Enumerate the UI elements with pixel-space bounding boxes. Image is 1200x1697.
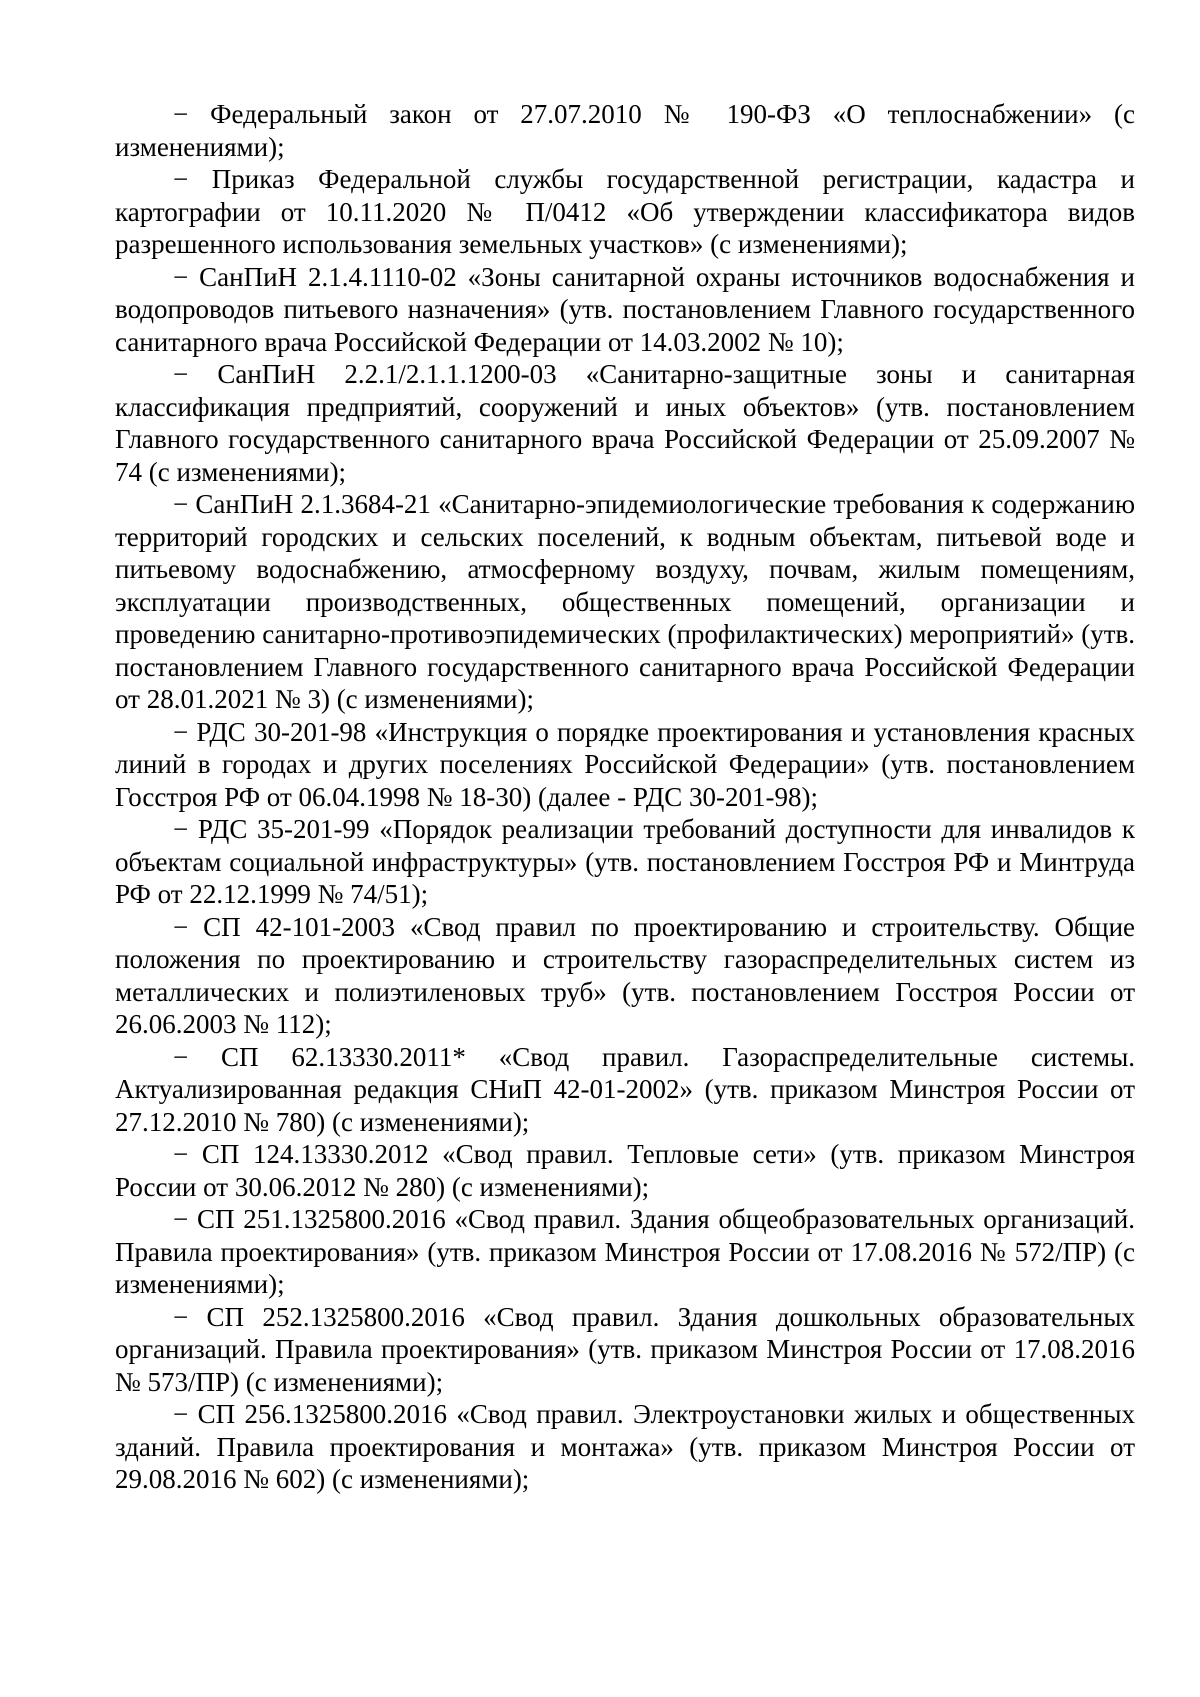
list-item: − РДС 30-201-98 «Инструкция о порядке проектирования и установления красных линий в городах и других поселениях Российской Федерации» (утв. постановлением Госстроя РФ от 06.04.1998 № 18-30) (далее - РДС 30-201-98); xyxy=(115,716,1135,812)
list-item: − РДС 35-201-99 «Порядок реализации требований доступности для инвалидов к объектам социальной инфраструктуры» (утв. постановлением Госстроя РФ и Минтруда РФ от 22.12.1999 № 74/51); xyxy=(115,814,1135,909)
list-item: − Приказ Федеральной службы государственной регистрации, кадастра и картографии от 10.11.2020 № П/0412 «Об утверждении классификатора видов разрешенного использования земельных участков» (с изменениями); xyxy=(115,164,1135,259)
regulations-list xyxy=(115,98,1135,1496)
list-item: − СП 252.1325800.2016 «Свод правил. Здания дошкольных образовательных организаций. Правила проектирования» (утв. приказом Минстроя России от 17.08.2016 № 573/ПР) (с изменениями); xyxy=(115,1301,1135,1397)
list-item: − СанПиН 2.2.1/2.1.1.1200-03 «Санитарно-защитные зоны и санитарная классификация предприятий, сооружений и иных объектов» (утв. постановлением Главного государственного санитарного врача Российской Федерации от 25.09.2007 № 74 (с изменениями); xyxy=(115,359,1135,487)
list-item: − СанПиН 2.1.3684-21 «Санитарно-эпидемиологические требования к содержанию территорий городских и сельских поселений, к водным объектам, питьевой воде и питьевому водоснабжению, атмосферному воздуху, почвам, жилым помещениям, эксплуатации производственных, общественных помещений, организации и проведению санитарно-противоэпидемических (профилактических) мероприятий» (утв. постановлением Главного государственного санитарного врача Российской Федерации от 28.01.2021 № 3) (с изменениями); xyxy=(115,489,1135,714)
list-item: − СП 124.13330.2012 «Свод правил. Тепловые сети» (утв. приказом Минстроя России от 30.06.2012 № 280) (с изменениями); xyxy=(115,1139,1135,1202)
list-item: − Федеральный закон от 27.07.2010 № 190-ФЗ «О теплоснабжении» (с изменениями); xyxy=(115,99,1135,162)
list-item: − СП 62.13330.2011* «Свод правил. Газораспределительные системы. Актуализированная редакция СНиП 42-01-2002» (утв. приказом Минстроя России от 27.12.2010 № 780) (с изменениями); xyxy=(115,1041,1135,1137)
list-item: − СанПиН 2.1.4.1110-02 «Зоны санитарной охраны источников водоснабжения и водопроводов питьевого назначения» (утв. постановлением Главного государственного санитарного врача Российской Федерации от 14.03.2002 № 10); xyxy=(115,261,1135,357)
list-item: − СП 42-101-2003 «Свод правил по проектированию и строительству. Общие положения по проектированию и строительству газораспределительных систем из металлических и полиэтиленовых труб» (утв. постановлением Госстроя России от 26.06.2003 № 112); xyxy=(115,911,1135,1039)
list-item: − СП 251.1325800.2016 «Свод правил. Здания общеобразовательных организаций. Правила проектирования» (утв. приказом Минстроя России от 17.08.2016 № 572/ПР) (с изменениями); xyxy=(115,1204,1135,1299)
list-item: − СП 256.1325800.2016 «Свод правил. Электроустановки жилых и общественных зданий. Правила проектирования и монтажа» (утв. приказом Минстроя России от 29.08.2016 № 602) (с изменениями); xyxy=(115,1399,1135,1494)
